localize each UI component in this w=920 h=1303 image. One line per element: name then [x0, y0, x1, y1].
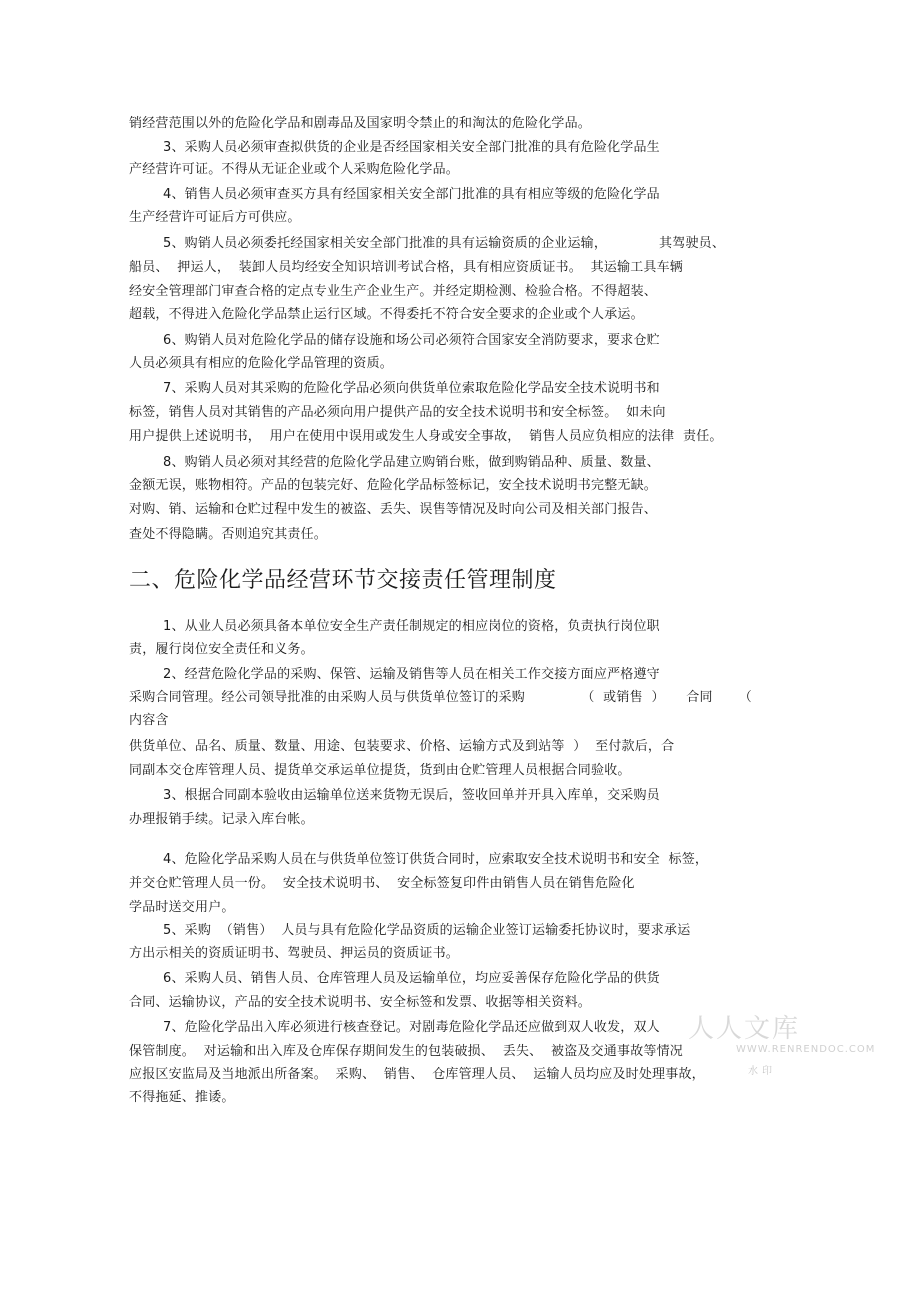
text-line: 2、经营危险化学品的采购、保管、运输及销售等人员在相关工作交接方面应严格遵守 [163, 667, 660, 682]
text-line: 4、销售人员必须审查买方具有经国家相关安全部门批准的具有相应等级的危险化学品 [163, 187, 660, 202]
text-line: 同副本交仓库管理人员、提货单交承运单位提货，货到由仓贮管理人员根据合同验收。 [129, 763, 631, 778]
text-line: 生产经营许可证后方可供应。 [129, 210, 301, 225]
text-line: 6、购销人员对危险化学品的储存设施和场公司必须符合国家安全消防要求，要求仓贮 [163, 333, 660, 348]
text-line: 采购合同管理。经公司领导批准的由采购人员与供货单位签订的采购 （ 或销售 ） 合同 （ [129, 690, 752, 705]
text-line: 产经营许可证。不得从无证企业或个人采购危险化学品。 [129, 162, 460, 177]
text-line: 6、采购人员、销售人员、仓库管理人员及运输单位，均应妥善保存危险化学品的供货 [163, 971, 660, 986]
text-line: 合同、运输协议，产品的安全技术说明书、安全标签和发票、收据等相关资料。 [129, 995, 592, 1010]
section-2-heading: 二、危险化学品经营环节交接责任管理制度 [129, 568, 557, 593]
text-line: 学品时送交用户。 [129, 900, 235, 915]
text-line: 人员必须具有相应的危险化学品管理的资质。 [129, 356, 394, 371]
text-line: 经安全管理部门审查合格的定点专业生产企业生产。并经定期检测、检验合格。不得超装、 [129, 284, 658, 299]
text-line: 查处不得隐瞒。否则追究其责任。 [129, 527, 328, 542]
text-line: 方出示相关的资质证明书、驾驶员、押运员的资质证书。 [129, 946, 460, 961]
text-line: 5、采购 （销售） 人员与具有危险化学品资质的运输企业签订运输委托协议时，要求承运 [163, 923, 691, 938]
text-line: 应报区安监局及当地派出所备案。 采购、 销售、 仓库管理人员、 运输人员均应及时处理事故， [129, 1067, 705, 1082]
text-line: 3、采购人员必须审查拟供货的企业是否经国家相关安全部门批准的具有危险化学品生 [163, 140, 660, 155]
text-line: 8、购销人员必须对其经营的危险化学品建立购销台账，做到购销品种、质量、数量、 [163, 455, 660, 470]
text-line: 责，履行岗位安全责任和义务。 [129, 642, 314, 657]
watermark-label: 水印 [748, 1066, 776, 1077]
text-line: 4、危险化学品采购人员在与供货单位签订供货合同时，应索取安全技术说明书和安全 标签， [163, 852, 709, 867]
text-line: 销经营范围以外的危险化学品和剧毒品及国家明令禁止的和淘汰的危险化学品。 [129, 116, 592, 131]
text-line: 超载，不得进入危险化学品禁止运行区域。不得委托不符合安全要求的企业或个人承运。 [129, 307, 644, 322]
text-line: 5、购销人员必须委托经国家相关安全部门批准的具有运输资质的企业运输， 其驾驶员、 [163, 236, 726, 251]
watermark [688, 1008, 876, 1088]
text-line: 用户提供上述说明书， 用户在使用中误用或发生人身或安全事故， 销售人员应负相应的法律 责任。 [129, 429, 723, 444]
text-line: 并交仓贮管理人员一份。 安全技术说明书、 安全标签复印件由销售人员在销售危险化 [129, 876, 635, 891]
text-line: 保管制度。 对运输和出入库及仓库保存期间发生的包装破损、 丢失、 被盗及交通事故等情况 [129, 1044, 683, 1059]
text-line: 船员、 押运人， 装卸人员均经安全知识培训考试合格，具有相应资质证书。 其运输工具车辆 [129, 260, 683, 275]
text-line: 7、采购人员对其采购的危险化学品必须向供货单位索取危险化学品安全技术说明书和 [163, 381, 660, 396]
text-line: 办理报销手续。记录入库台帐。 [129, 812, 314, 827]
text-line: 1、从业人员必须具备本单位安全生产责任制规定的相应岗位的资格，负责执行岗位职 [163, 619, 660, 634]
watermark-url: WWW.RENRENDOC.COM [736, 1044, 876, 1055]
text-line: 对购、销、运输和仓贮过程中发生的被盗、丢失、误售等情况及时向公司及相关部门报告、 [129, 502, 658, 517]
text-line: 7、危险化学品出入库必须进行核查登记。对剧毒危险化学品还应做到双人收发，双人 [163, 1020, 660, 1035]
text-line: 金额无误，账物相符。产品的包装完好、危险化学品标签标记，安全技术说明书完整无缺。 [129, 478, 658, 493]
text-line: 3、根据合同副本验收由运输单位送来货物无误后，签收回单并开具入库单，交采购员 [163, 788, 660, 803]
text-line: 标签，销售人员对其销售的产品必须向用户提供产品的安全技术说明书和安全标签。 如未向 [129, 405, 666, 420]
text-line: 供货单位、品名、质量、数量、用途、包装要求、价格、运输方式及到站等 ） 至付款后，合 [129, 739, 675, 754]
watermark-brand: 人人文库 [688, 1014, 801, 1044]
text-line: 内容含 [129, 713, 169, 728]
text-line: 不得拖延、推诿。 [129, 1090, 235, 1105]
